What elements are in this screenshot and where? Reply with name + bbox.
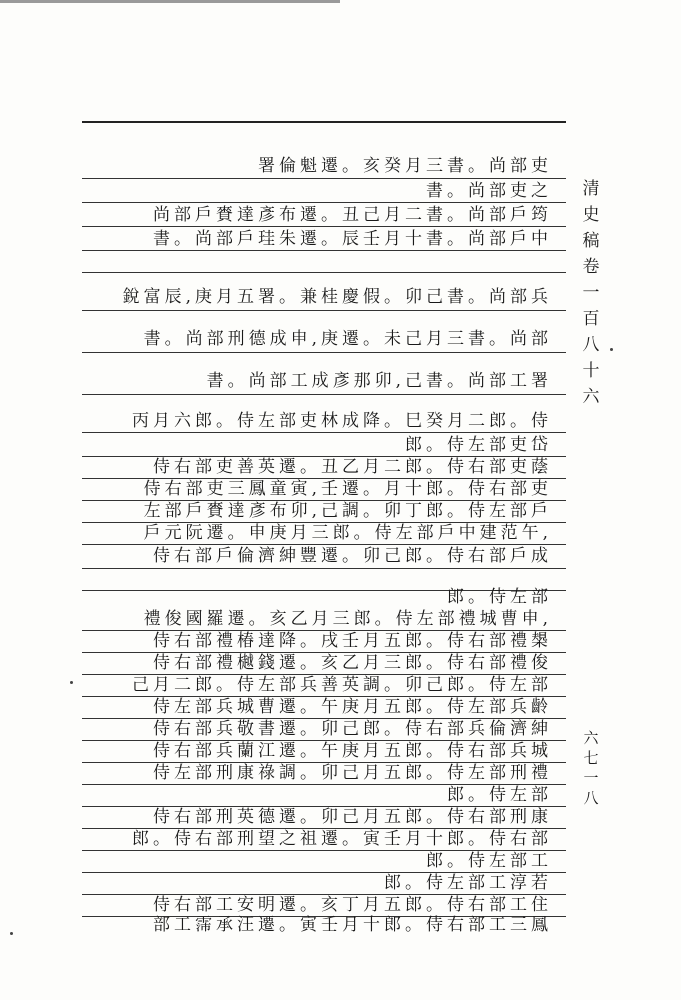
- running-head-title: 清史稿卷一百八十六: [582, 179, 600, 407]
- table-row: 書。尚部工成彥那卯,己書。尚部工署: [206, 371, 552, 391]
- scan-top-edge: [0, 0, 340, 3]
- table-row: 左部戶賚達彥布卯,己調。卯丁郎。侍左部戶: [143, 501, 552, 521]
- table-row: 署倫魁遷。亥癸月三書。尚部吏: [258, 156, 552, 176]
- table-row: 戶元阮遷。申庚月三郎。侍左部戶中建范午,: [143, 523, 552, 543]
- table-row: 侍右部吏善英遷。丑乙月二郎。侍右部吏蔭: [153, 457, 552, 477]
- scan-speck: [10, 932, 13, 935]
- table-row: 侍左部兵城曹遷。午庚月五郎。侍左部兵齡: [153, 697, 552, 717]
- page-number: 六七一八: [583, 729, 599, 807]
- table-row: 禮俊國羅遷。亥乙月三郎。侍左部禮城曹申,: [143, 609, 552, 629]
- table-row: 郎。侍左部吏岱: [405, 435, 552, 455]
- table-row: 丙月六郎。侍左部吏林成降。巳癸月二郎。侍: [132, 411, 552, 431]
- row-divider: [82, 568, 566, 569]
- table-row: 部工霈承汪遷。寅壬月十郎。侍右部工三鳳: [153, 915, 552, 935]
- row-divider: [82, 202, 566, 203]
- scan-speck: [70, 681, 73, 684]
- table-row: 郎。侍右部刑望之祖遷。寅壬月十郎。侍右部: [132, 829, 552, 849]
- row-divider: [82, 310, 566, 311]
- row-divider: [82, 226, 566, 227]
- table-row: 銳富辰,庚月五署。兼桂慶假。卯己書。尚部兵: [122, 287, 552, 307]
- table-row: 郎。侍左部工淳若: [384, 873, 552, 893]
- table-row: 侍右部兵敬書遷。卯己郎。侍右部兵倫濟紳: [153, 719, 552, 739]
- table-row: 郎。侍左部: [447, 587, 552, 607]
- table-row: 侍右部禮樾錢遷。亥乙月三郎。侍右部禮俊: [153, 653, 552, 673]
- table-row: 尚部戶賚達彥布遷。丑己月二書。尚部戶筠: [153, 205, 552, 225]
- table-row: 己月二郎。侍左部兵善英調。卯己郎。侍左部: [132, 675, 552, 695]
- scan-speck: [610, 348, 613, 351]
- row-divider: [82, 272, 566, 273]
- table-row: 侍右部刑英德遷。卯己月五郎。侍右部刑康: [153, 807, 552, 827]
- table-row: 侍右部吏三鳳童寅,壬遷。月十郎。侍右部吏: [143, 479, 552, 499]
- table-row: 侍右部工安明遷。亥丁月五郎。侍右部工住: [153, 895, 552, 915]
- row-divider: [82, 394, 566, 395]
- table-row: 書。尚部戶珪朱遷。辰壬月十書。尚部戶中: [153, 229, 552, 249]
- row-divider: [82, 352, 566, 353]
- table-row: 侍右部戶倫濟紳豐遷。卯己郎。侍右部戶成: [153, 546, 552, 566]
- table-row: 郎。侍左部工: [426, 851, 552, 871]
- table-row: 郎。侍左部: [447, 785, 552, 805]
- table-row: 書。尚部吏之: [426, 181, 552, 201]
- row-divider: [82, 432, 566, 433]
- page-frame-top-rule: [82, 121, 566, 123]
- table-row: 侍右部兵蘭江遷。午庚月五郎。侍右部兵城: [153, 741, 552, 761]
- table-row: 書。尚部刑德成申,庚遷。未己月三書。尚部: [143, 329, 552, 349]
- table-row: 侍左部刑康祿調。卯己月五郎。侍左部刑禮: [153, 763, 552, 783]
- row-divider: [82, 178, 566, 179]
- table-row: 侍右部禮椿達降。戌壬月五郎。侍右部禮槼: [153, 631, 552, 651]
- row-divider: [82, 250, 566, 251]
